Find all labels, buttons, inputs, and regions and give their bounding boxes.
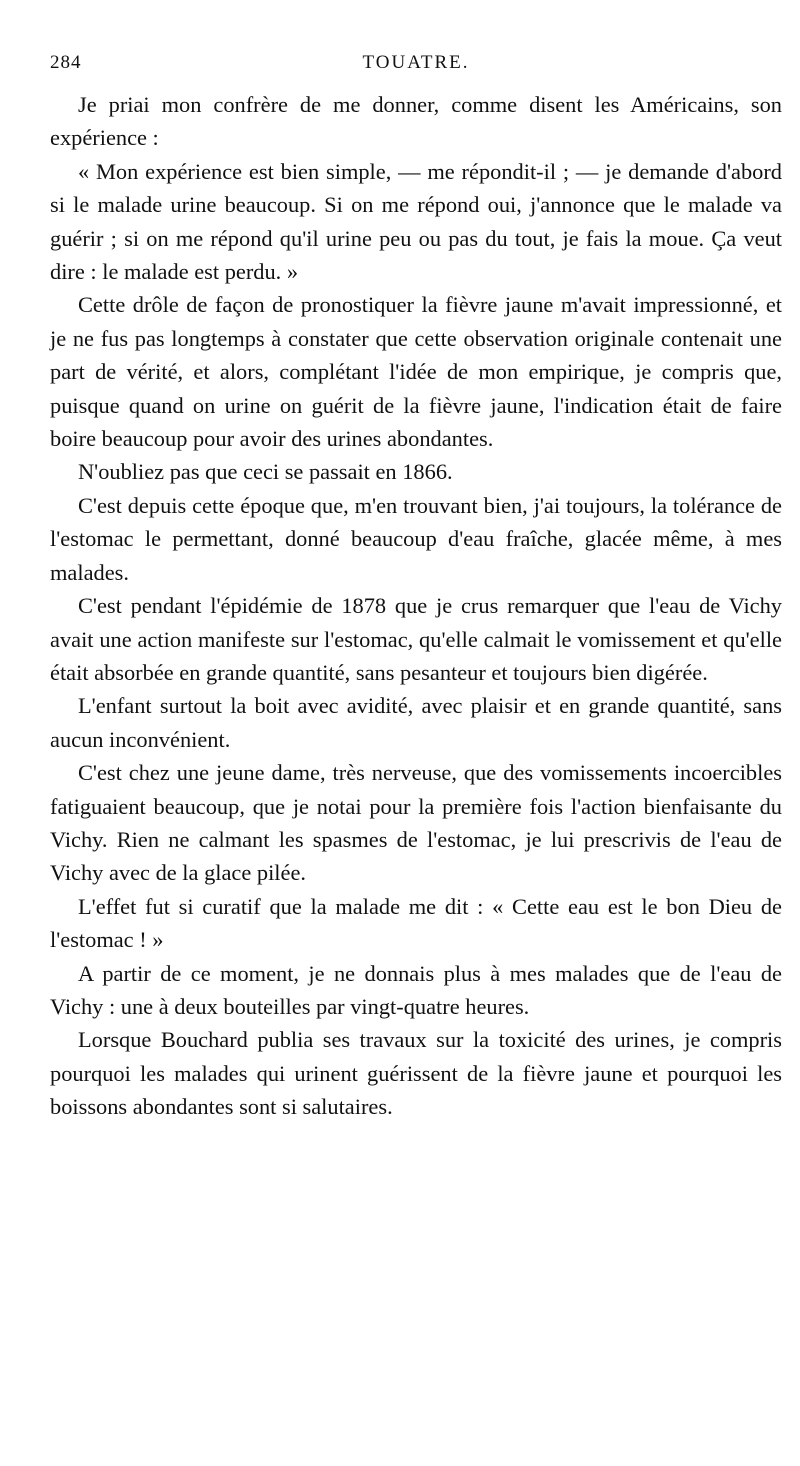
paragraph: Lorsque Bouchard publia ses travaux sur la toxicité des urines, je compris pourquoi les malades qui urinent guérissent de la fièvre jaune et pourquoi les boissons abondantes sont si salutaires. xyxy=(50,1027,782,1120)
paragraph: « Mon expérience est bien simple, — me répondit-il ; — je demande d'abord si le malade urine beaucoup. Si on me répond oui, j'annonce que le malade va guérir ; si on me répond qu'il urine peu ou pas du tout, je fais la moue. Ça veut dire : le malade est perdu. » xyxy=(50,158,782,285)
page-header xyxy=(50,52,782,88)
paragraph: Cette drôle de façon de pronostiquer la fièvre jaune m'avait impressionné, et je ne fus pas longtemps à constater que cette observation originale contenait une part de vérité, et alors, complétant l'idée de mon empirique, je compris que, puisque quand on urine on guérit de la fièvre jaune, l'indication était de faire boire beaucoup pour avoir des urines abondantes. xyxy=(50,292,782,452)
page-number: 284 xyxy=(50,52,82,73)
paragraph: C'est pendant l'épidémie de 1878 que je crus remarquer que l'eau de Vichy avait une action manifeste sur l'estomac, qu'elle calmait le vomissement et qu'elle était absorbée en grande quantité, sans pesanteur et toujours bien digérée. xyxy=(50,593,782,685)
paragraph: Je priai mon confrère de me donner, comme disent les Américains, son expérience : xyxy=(50,92,782,151)
body-text xyxy=(50,88,782,1124)
paragraph: C'est chez une jeune dame, très nerveuse, que des vomissements incoercibles fatiguaient beaucoup, que je notai pour la première fois l'action bienfaisante du Vichy. Rien ne calmant les spasmes de l'estomac, je lui prescrivis de l'eau de Vichy avec de la glace pilée. xyxy=(50,760,782,886)
paragraph: A partir de ce moment, je ne donnais plus à mes malades que de l'eau de Vichy : une à deux bouteilles par vingt-quatre heures. xyxy=(50,960,782,1019)
paragraph: C'est depuis cette époque que, m'en trouvant bien, j'ai toujours, la tolérance de l'estomac le permettant, donné beaucoup d'eau fraîche, glacée même, à mes malades. xyxy=(50,492,782,585)
paragraph: L'enfant surtout la boit avec avidité, avec plaisir et en grande quantité, sans aucun inconvénient. xyxy=(50,693,782,752)
running-title: TOUATRE. xyxy=(362,52,470,73)
paragraph: N'oubliez pas que ceci se passait en 1866. xyxy=(78,459,453,485)
paragraph: L'effet fut si curatif que la malade me dit : « Cette eau est le bon Dieu de l'estomac ! » xyxy=(50,893,782,953)
book-page xyxy=(50,52,782,1452)
